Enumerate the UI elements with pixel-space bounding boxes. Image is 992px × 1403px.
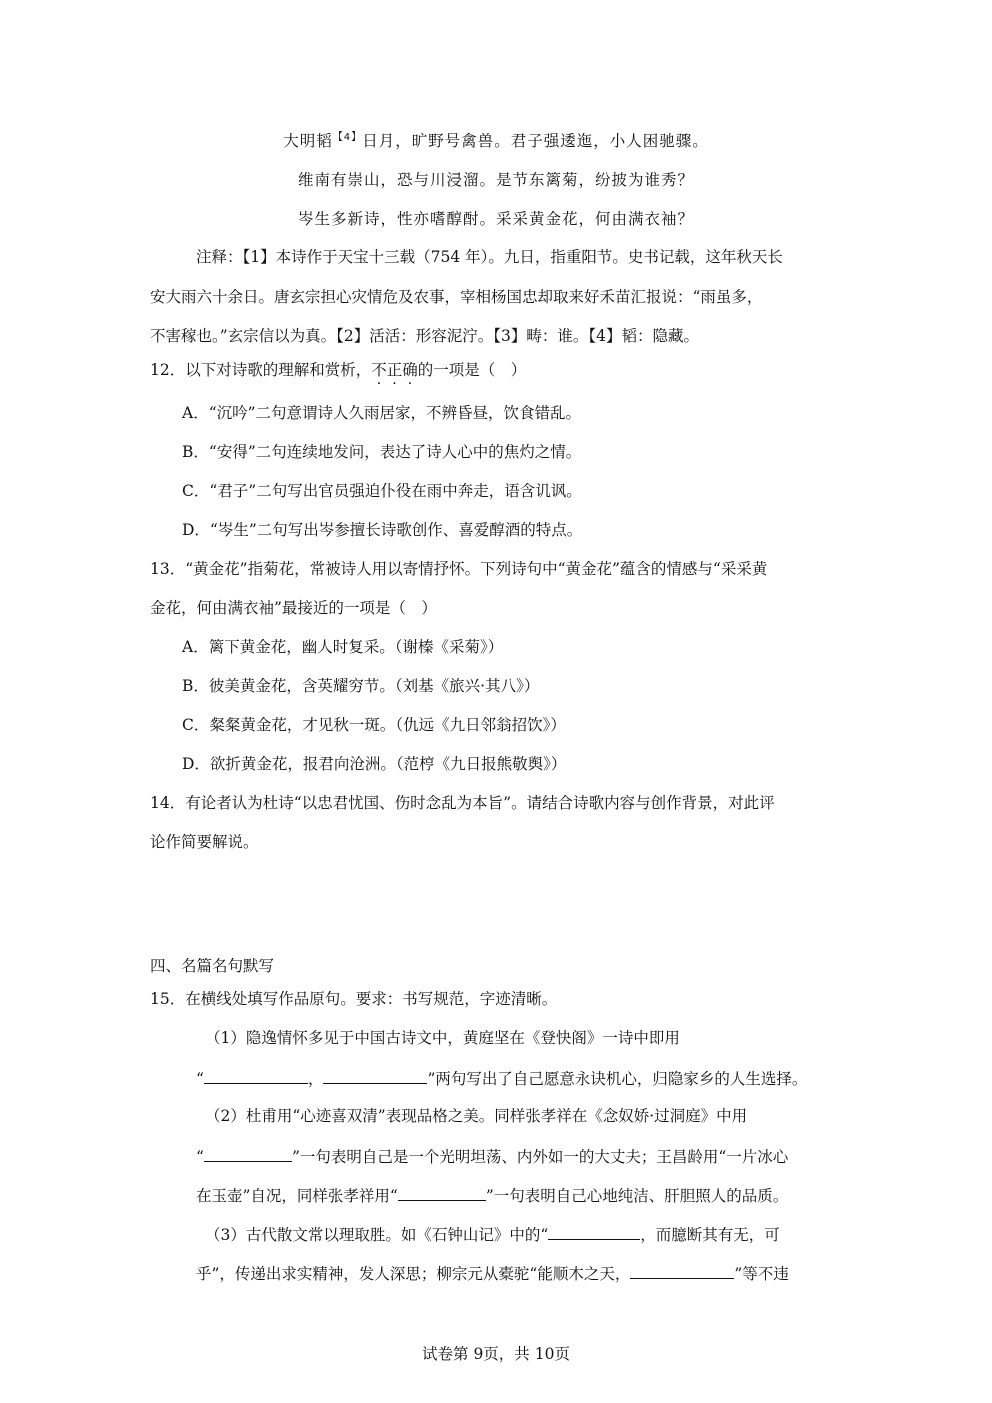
emphasis-char: 正 bbox=[386, 361, 403, 379]
section-title: 四、名篇名句默写 bbox=[150, 957, 275, 975]
question-12-option-d: D．“岑生”二句写出岑参擅长诗歌创作、喜爱醇酒的特点。 bbox=[182, 521, 583, 539]
question-15-part-1-line-1: （1）隐逸情怀多见于中国古诗文中，黄庭坚在《登快阁》一诗中即用 bbox=[205, 1029, 680, 1047]
quote-open: “ bbox=[196, 1070, 204, 1088]
poem-line-1 bbox=[0, 128, 992, 151]
notes-line-1: 注释：【1】本诗作于天宝十三载（754 年）。九日，指重阳节。史书记载，这年秋天长 bbox=[196, 248, 783, 266]
quote-open: “ bbox=[196, 1148, 204, 1166]
question-15-part-2-line-1: （2）杜甫用“心迹喜双清”表现品格之美。同样张孝祥在《念奴娇·过洞庭》中用 bbox=[205, 1107, 748, 1125]
question-12-option-a: A．“沉吟”二句意谓诗人久雨居家，不辨昏昼，饮食错乱。 bbox=[182, 404, 582, 422]
line-text: 乎”，传递出求实精神，发人深思；柳宗元从橐驼“能顺木之天， bbox=[196, 1265, 631, 1283]
footnote-marker: 【4】 bbox=[332, 132, 363, 143]
stem-text: 12．以下对诗歌的理解和赏析， bbox=[150, 361, 372, 379]
question-15-part-1-line-2 bbox=[196, 1067, 807, 1089]
line-text: ”两句写出了自己愿意永诀机心，归隐家乡的人生选择。 bbox=[427, 1070, 808, 1088]
line-text: ”一句表明自己心地纯洁、肝胆照人的品质。 bbox=[485, 1187, 789, 1205]
line-text: ”等不违 bbox=[734, 1265, 789, 1283]
question-14-stem-line-2: 论作简要解说。 bbox=[150, 833, 259, 851]
question-15-stem: 15．在横线处填写作品原句。要求：书写规范，字迹清晰。 bbox=[150, 990, 558, 1008]
emphasis-char: 确 bbox=[402, 361, 418, 379]
answer-blank[interactable] bbox=[204, 1145, 292, 1162]
answer-blank[interactable] bbox=[548, 1223, 640, 1240]
line-text: ”一句表明自己是一个光明坦荡、内外如一的大丈夫；王昌龄用“一片冰心 bbox=[291, 1148, 789, 1166]
question-12-option-b: B．“安得”二句连续地发问，表达了诗人心中的焦灼之情。 bbox=[182, 443, 582, 461]
question-14-stem-line-1: 14．有论者认为杜诗“以忠君忧国、伤时念乱为本旨”。请结合诗歌内容与创作背景，对此评 bbox=[150, 794, 775, 812]
question-15-part-3-line-2 bbox=[196, 1262, 789, 1284]
poem-text: 大明韬 bbox=[283, 132, 333, 151]
question-13-option-b: B．彼美黄金花，含英耀穷节。（刘基《旅兴·其八》） bbox=[182, 677, 540, 695]
notes-line-2: 安大雨六十余日。唐玄宗担心灾情危及农事，宰相杨国忠却取来好禾苗汇报说：“雨虽多， bbox=[150, 288, 763, 306]
poem-line-3: 岑生多新诗，性亦嗜醇酎。采采黄金花，何由满衣袖？ bbox=[297, 210, 694, 228]
separator: ， bbox=[307, 1070, 324, 1088]
line-text: （3）古代散文常以理取胜。如《石钟山记》中的“ bbox=[205, 1226, 549, 1244]
page-footer: 试卷第 9页，共 10页 bbox=[422, 1345, 570, 1363]
question-13-stem-line-2: 金花，何由满衣袖”最接近的一项是（ ） bbox=[150, 599, 437, 617]
poem-line-2: 维南有崇山，恐与川浸溜。是节东篱菊，纷披为谁秀？ bbox=[297, 171, 694, 189]
question-15-part-3-line-1 bbox=[205, 1223, 780, 1245]
question-13-stem-line-1: 13．“黄金花”指菊花，常被诗人用以寄情抒怀。下列诗句中“黄金花”蕴含的情感与“采采黄 bbox=[150, 560, 768, 578]
question-15-part-2-line-2 bbox=[196, 1145, 788, 1167]
question-12-option-c: C．“君子”二句写出官员强迫仆役在雨中奔走，语含讥讽。 bbox=[182, 482, 582, 500]
emphasis-char: 不 bbox=[371, 361, 387, 379]
answer-blank[interactable] bbox=[204, 1067, 308, 1084]
question-13-option-d: D．欲折黄金花，报君向沧洲。（范梈《九日报熊敬舆》） bbox=[182, 755, 567, 773]
answer-blank[interactable] bbox=[398, 1184, 486, 1201]
stem-text: 的一项是（ ） bbox=[417, 361, 527, 379]
answer-blank[interactable] bbox=[323, 1067, 427, 1084]
poem-text: 日月，旷野号禽兽。君子强逶迤，小人困驰骤。 bbox=[362, 132, 709, 151]
line-text: ，而臆断其有无，可 bbox=[640, 1226, 780, 1244]
question-13-option-c: C．粲粲黄金花，才见秋一斑。（仇远《九日邻翁招饮》） bbox=[182, 716, 566, 734]
answer-blank[interactable] bbox=[630, 1262, 734, 1279]
line-text: 在玉壶”自况，同样张孝祥用“ bbox=[196, 1187, 398, 1205]
question-12-stem bbox=[150, 360, 526, 380]
question-15-part-2-line-3 bbox=[196, 1184, 788, 1206]
notes-line-3: 不害稼也。”玄宗信以为真。【2】活活：形容泥泞。【3】畴：谁。【4】韬：隐藏。 bbox=[150, 327, 700, 345]
question-13-option-a: A．篱下黄金花，幽人时复采。（谢榛《采菊》） bbox=[182, 638, 504, 656]
